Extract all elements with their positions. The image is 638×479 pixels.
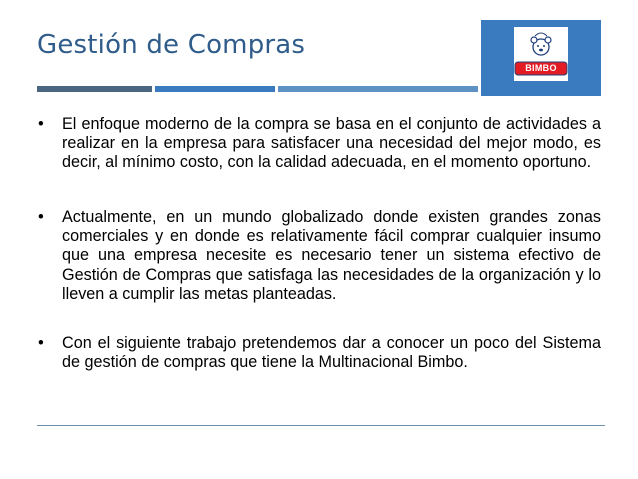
- logo-wordmark: BIMBO: [525, 63, 557, 73]
- title-underline-dark: [37, 86, 152, 92]
- bullet-marker: •: [38, 334, 44, 352]
- title-underline-light: [278, 86, 478, 92]
- bullet-marker: •: [38, 208, 44, 226]
- paragraph-1: El enfoque moderno de la compra se basa en el conjunto de actividades a realizar en la empresa para satisfacer una necesidad del mejor modo, es decir, al mínimo costo, con la calidad adecuada, en el momento oportuno.: [62, 115, 601, 172]
- footer-divider: [37, 425, 605, 426]
- slide-title: Gestión de Compras: [37, 30, 306, 60]
- title-underline-blue: [155, 86, 275, 92]
- paragraph-2: Actualmente, en un mundo globalizado donde existen grandes zonas comerciales y en donde es relativamente fácil comprar cualquier insumo que una empresa necesite es necesario tener un sistema efectivo de Gestión de Compras que satisfaga las necesidades de la organización y lo lleven a cumplir las metas planteadas.: [62, 208, 601, 303]
- bullet-marker: •: [38, 115, 44, 133]
- paragraph-3: Con el siguiente trabajo pretendemos dar a conocer un poco del Sistema de gestión de compras que tiene la Multinacional Bimbo.: [62, 334, 601, 372]
